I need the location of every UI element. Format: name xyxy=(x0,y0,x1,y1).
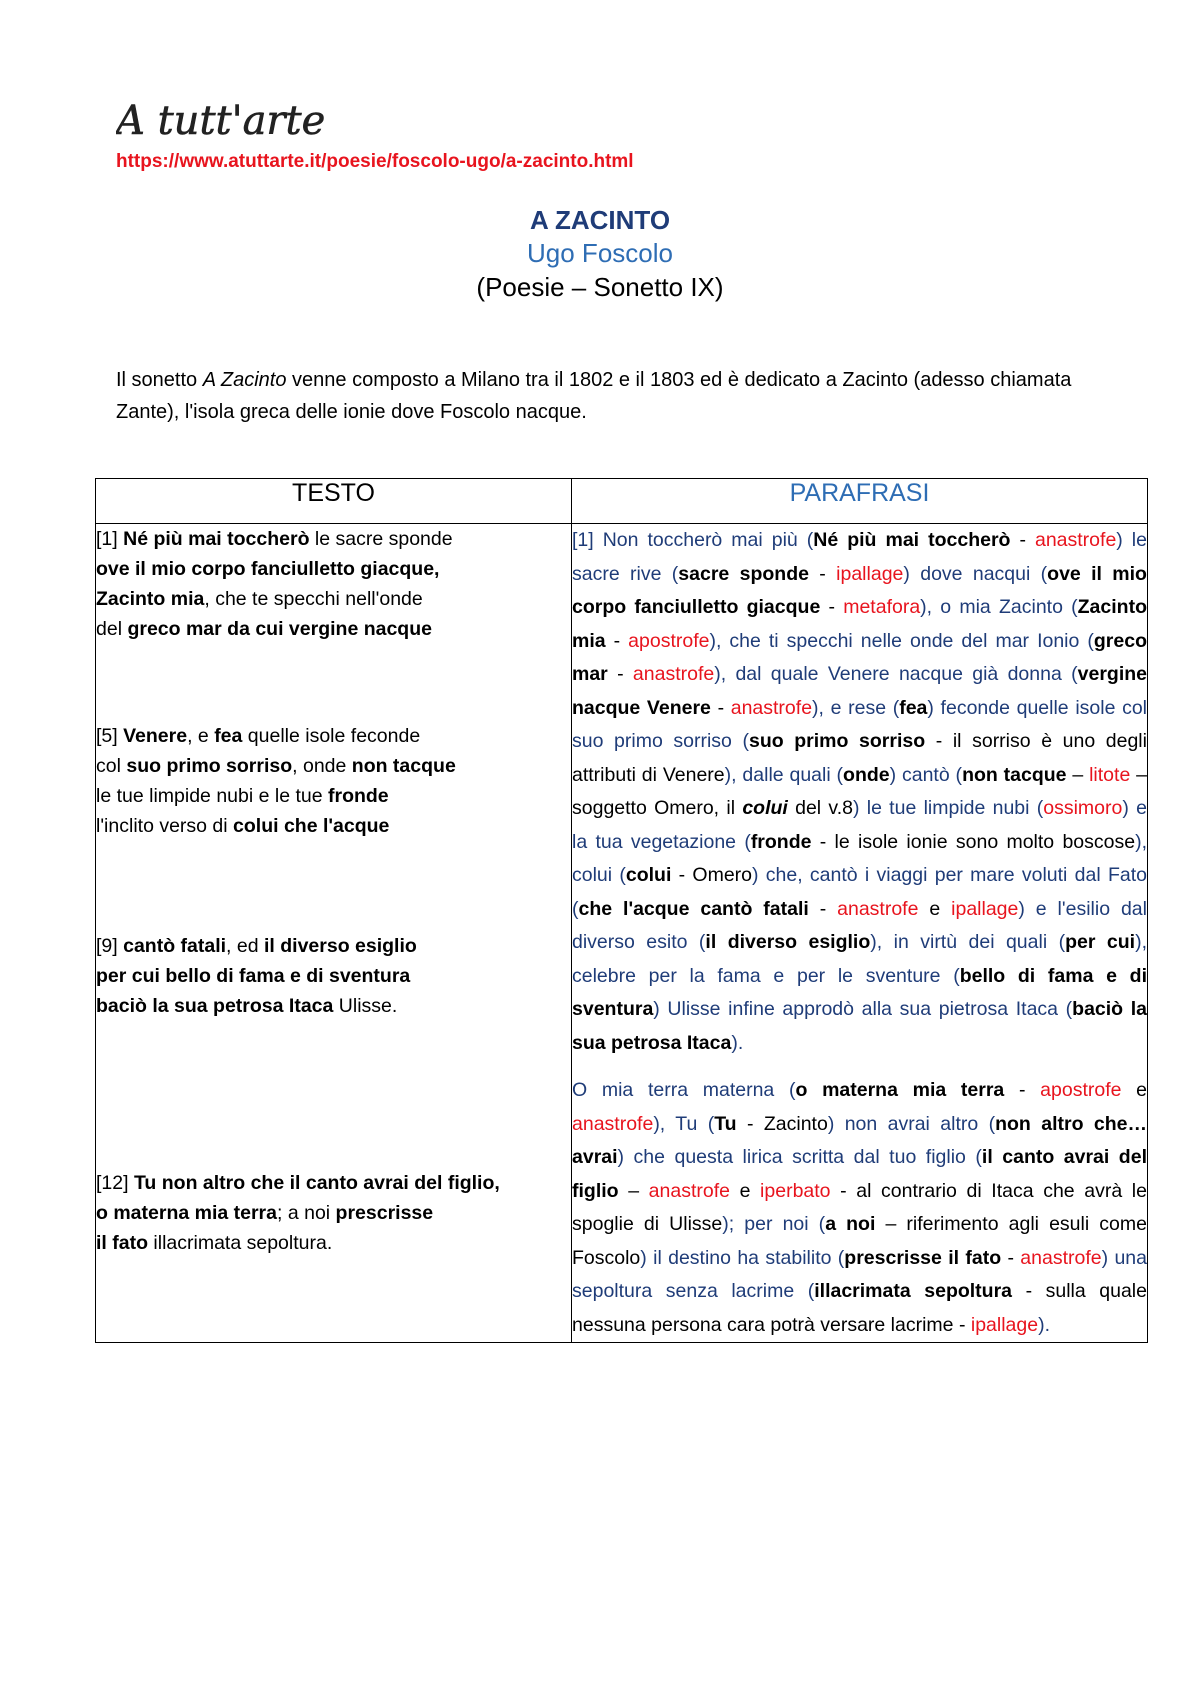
parafrasi-text: - xyxy=(1004,1079,1041,1101)
verse-bold: Venere xyxy=(123,725,188,747)
original-quote: il canto avrai del figlio xyxy=(572,1146,1147,1202)
parafrasi-text: - xyxy=(607,663,633,685)
verse-number: [5] xyxy=(96,725,124,747)
verse-bold: Zacinto mia xyxy=(96,588,205,610)
stanza-2 xyxy=(96,721,571,841)
parafrasi-paragraph-2 xyxy=(572,1074,1147,1342)
stanza-3 xyxy=(96,931,571,1021)
verse-text: , e xyxy=(187,725,215,747)
original-quote: ove il mio corpo fanciulletto giacque xyxy=(572,562,1147,618)
verse-bold: greco mar da cui vergine nacque xyxy=(127,618,432,640)
parafrasi-text: - il sorriso è uno degli attributi di Venere xyxy=(572,730,1147,786)
parafrasi-text: ), colui ( xyxy=(572,830,1147,886)
title-block xyxy=(0,204,1200,304)
verse-bold: il diverso esiglio xyxy=(264,935,417,957)
parafrasi-text: O mia terra materna ( xyxy=(572,1079,796,1101)
original-quote: suo primo sorriso xyxy=(749,730,926,752)
verse-bold: suo primo sorriso xyxy=(126,755,293,777)
parafrasi-text: - xyxy=(808,562,837,585)
verse-text: , che te specchi nell'onde xyxy=(204,588,423,610)
original-quote: greco mar xyxy=(572,629,1147,685)
original-quote: sacre sponde xyxy=(678,562,809,585)
figure-label: ipallage xyxy=(970,1313,1039,1336)
verse-bold: bello di fama e di sventura xyxy=(165,965,411,987)
parafrasi-text: e xyxy=(729,1179,761,1202)
original-quote: non altro che…avrai xyxy=(572,1112,1147,1168)
verse-bold: Tu non altro che il canto avrai del figlio, xyxy=(133,1172,500,1194)
verse-text: col xyxy=(96,755,127,777)
parafrasi-text: ) una sepoltura senza lacrime ( xyxy=(572,1246,1147,1302)
original-quote: Né più mai toccherò xyxy=(813,529,1011,551)
verse-bold: colui che l'acque xyxy=(233,815,390,837)
figure-label: anastrofe xyxy=(572,1112,654,1135)
original-quote: per cui xyxy=(1065,931,1136,953)
parafrasi-text: ), e rese ( xyxy=(812,696,900,719)
parafrasi-text: ). xyxy=(731,1031,744,1054)
verse-bold: per cui xyxy=(96,965,166,987)
poem-title: A ZACINTO xyxy=(529,205,671,235)
original-quote: baciò la sua petrosa Itaca xyxy=(572,998,1147,1054)
verse-text: le sacre sponde xyxy=(309,528,453,550)
parafrasi-text: ), o mia Zacinto ( xyxy=(920,596,1078,618)
poem-subtitle: (Poesie – Sonetto IX) xyxy=(476,272,724,302)
parafrasi-text: ) Ulisse infine approdò alla sua pietrosa Itaca ( xyxy=(653,998,1073,1020)
verse-bold: non tacque xyxy=(351,755,456,777)
original-quote: che l'acque cantò fatali xyxy=(578,897,809,920)
figure-label: ipallage xyxy=(951,897,1019,920)
parafrasi-text: ) feconde quelle isole col suo primo sorriso ( xyxy=(572,696,1148,752)
parafrasi-text: e xyxy=(1121,1079,1148,1101)
original-quote: colui xyxy=(625,864,672,886)
figure-label: anastrofe xyxy=(1034,529,1117,551)
verse-text: , onde xyxy=(292,755,352,777)
parafrasi-text: ), che ti specchi nelle onde del mar Ionio ( xyxy=(709,629,1094,652)
verse-bold: ove il mio corpo fanciulletto giacque, xyxy=(96,558,440,580)
header-testo: TESTO xyxy=(96,479,572,524)
verse-bold: fronde xyxy=(327,785,389,807)
figure-label: ossimoro xyxy=(1043,797,1123,819)
poem-author: Ugo Foscolo xyxy=(527,238,673,268)
figure-label: apostrofe xyxy=(628,629,710,652)
parafrasi-text: ) che, cantò i viaggi per mare voluti dal Fato ( xyxy=(572,864,1147,920)
intro-poem-name: A Zacinto xyxy=(202,369,287,391)
parafrasi-column xyxy=(572,524,1148,1343)
verse-bold: cantò fatali xyxy=(123,935,227,957)
original-quote: fea xyxy=(899,696,928,719)
verse-text: quelle isole feconde xyxy=(242,725,421,747)
original-quote: onde xyxy=(843,763,890,786)
parafrasi-text: ) le tue limpide nubi ( xyxy=(852,797,1044,819)
parafrasi-text: ) e l'esilio dal diverso esito ( xyxy=(572,897,1147,953)
verse-text: le tue limpide nubi e le tue xyxy=(96,785,328,807)
parafrasi-text: e xyxy=(918,897,952,920)
original-quote: Zacinto mia xyxy=(572,596,1147,652)
parafrasi-text: ), Tu ( xyxy=(653,1112,715,1135)
parafrasi-text: [1] Non toccherò mai più ( xyxy=(572,529,814,551)
verse-text: Ulisse. xyxy=(333,995,398,1017)
parafrasi-text: ), dalle quali ( xyxy=(724,763,844,786)
figure-label: anastrofe xyxy=(837,897,919,920)
stanza-1 xyxy=(96,524,571,644)
original-quote: vergine nacque Venere xyxy=(572,663,1147,719)
parafrasi-text: del v.8 xyxy=(787,797,853,819)
original-quote: fronde xyxy=(750,830,812,853)
parafrasi-text: ), in virtù dei quali ( xyxy=(870,931,1066,953)
parafrasi-text: - xyxy=(1001,1246,1021,1269)
verse-text: l'inclito verso di xyxy=(96,815,234,837)
parafrasi-text: ) e la tua vegetazione ( xyxy=(572,797,1147,853)
header-parafrasi: PARAFRASI xyxy=(572,479,1148,524)
figure-label: iperbato xyxy=(760,1179,831,1202)
stanza-4 xyxy=(96,1168,571,1258)
figure-label: anastrofe xyxy=(632,663,715,685)
testo-column xyxy=(96,524,572,1343)
figure-label: apostrofe xyxy=(1040,1079,1122,1101)
parafrasi-text: ) non avrai altro ( xyxy=(827,1112,996,1135)
intro-text: Il sonetto xyxy=(116,369,203,391)
parafrasi-text: – riferimento agli esuli come Foscolo xyxy=(572,1213,1147,1269)
original-quote: a noi xyxy=(825,1213,876,1235)
verse-text: ; a noi xyxy=(277,1202,336,1224)
intro-text: venne composto a Milano tra il 1802 e il 1803 ed è dedicato a Zacinto (adesso chiamata Zante), l'isola greca delle ionie dove Foscolo nacque. xyxy=(116,369,1072,423)
parafrasi-text: - le isole ionie sono molto boscose xyxy=(811,830,1136,853)
parafrasi-text: – xyxy=(618,1179,649,1202)
parafrasi-text: - al contrario di Itaca che avrà le spoglie di Ulisse xyxy=(572,1179,1147,1235)
parafrasi-text: - xyxy=(605,629,629,652)
parafrasi-text: - Zacinto xyxy=(736,1112,828,1135)
parafrasi-text: – soggetto Omero, il xyxy=(572,763,1148,819)
parafrasi-text: ). xyxy=(1038,1313,1051,1336)
parafrasi-text: ) le sacre rive ( xyxy=(572,529,1147,585)
verse-text: del xyxy=(96,618,128,640)
verse-number: [12] xyxy=(96,1172,134,1194)
parafrasi-text: ); per noi ( xyxy=(722,1213,826,1235)
parafrasi-text: ), dal quale Venere nacque già donna ( xyxy=(714,663,1078,685)
parafrasi-text: ) che questa lirica scritta dal tuo figlio ( xyxy=(617,1146,982,1168)
parafrasi-text: - xyxy=(808,897,838,920)
parafrasi-text: - xyxy=(820,596,844,618)
verse-number: [1] xyxy=(96,528,124,550)
original-quote: il diverso esiglio xyxy=(705,931,871,953)
site-logo xyxy=(116,96,376,149)
table-header-row xyxy=(96,479,1148,524)
verse-bold: Né più mai toccherò xyxy=(123,528,310,550)
parafrasi-text: - sulla quale nessuna persona cara potrà versare lacrime - xyxy=(572,1280,1147,1336)
parafrasi-paragraph-1 xyxy=(572,524,1147,1060)
verse-number: [9] xyxy=(96,935,124,957)
logo-text: A tutt'arte xyxy=(116,98,326,144)
verse-text: , ed xyxy=(226,935,264,957)
verse-bold: il fato xyxy=(96,1232,148,1254)
original-quote: colui xyxy=(742,797,788,819)
parafrasi-text: - xyxy=(1010,529,1035,551)
original-quote: Tu xyxy=(714,1112,737,1135)
original-quote: o materna mia terra xyxy=(795,1079,1005,1101)
original-quote: prescrisse il fato xyxy=(844,1246,1002,1269)
verse-bold: fea xyxy=(214,725,243,747)
intro-paragraph xyxy=(116,364,1096,428)
verse-bold: baciò la sua petrosa Itaca xyxy=(96,995,334,1017)
figure-label: anastrofe xyxy=(730,696,813,719)
original-quote: bello di fama e di sventura xyxy=(572,964,1147,1020)
logo-wordmark xyxy=(116,96,376,144)
parafrasi-text: - Omero xyxy=(671,864,753,886)
verse-text: illacrimata sepoltura. xyxy=(148,1232,333,1254)
source-url[interactable]: https://www.atuttarte.it/poesie/foscolo-ugo/a-zacinto.html xyxy=(116,151,634,172)
figure-label: metafora xyxy=(843,596,921,618)
parafrasi-text: ) il destino ha stabilito ( xyxy=(640,1246,845,1269)
figure-label: litote xyxy=(1089,763,1131,786)
parafrasi-text: ) dove nacqui ( xyxy=(903,562,1048,585)
verse-bold: prescrisse xyxy=(335,1202,434,1224)
parafrasi-text: ) cantò ( xyxy=(889,763,963,786)
figure-label: ipallage xyxy=(836,562,904,585)
parafrasi-text: ), celebre per la fama e per le sventure ( xyxy=(572,931,1147,987)
poem-table xyxy=(95,478,1148,1343)
parafrasi-text: – xyxy=(1066,763,1090,786)
original-quote: illacrimata sepoltura xyxy=(814,1280,1013,1302)
verse-bold: o materna mia terra xyxy=(96,1202,277,1224)
parafrasi-text: - xyxy=(710,696,731,719)
figure-label: anastrofe xyxy=(1020,1246,1102,1269)
table-body-row xyxy=(96,524,1148,1343)
original-quote: non tacque xyxy=(962,763,1067,786)
figure-label: anastrofe xyxy=(648,1179,730,1202)
